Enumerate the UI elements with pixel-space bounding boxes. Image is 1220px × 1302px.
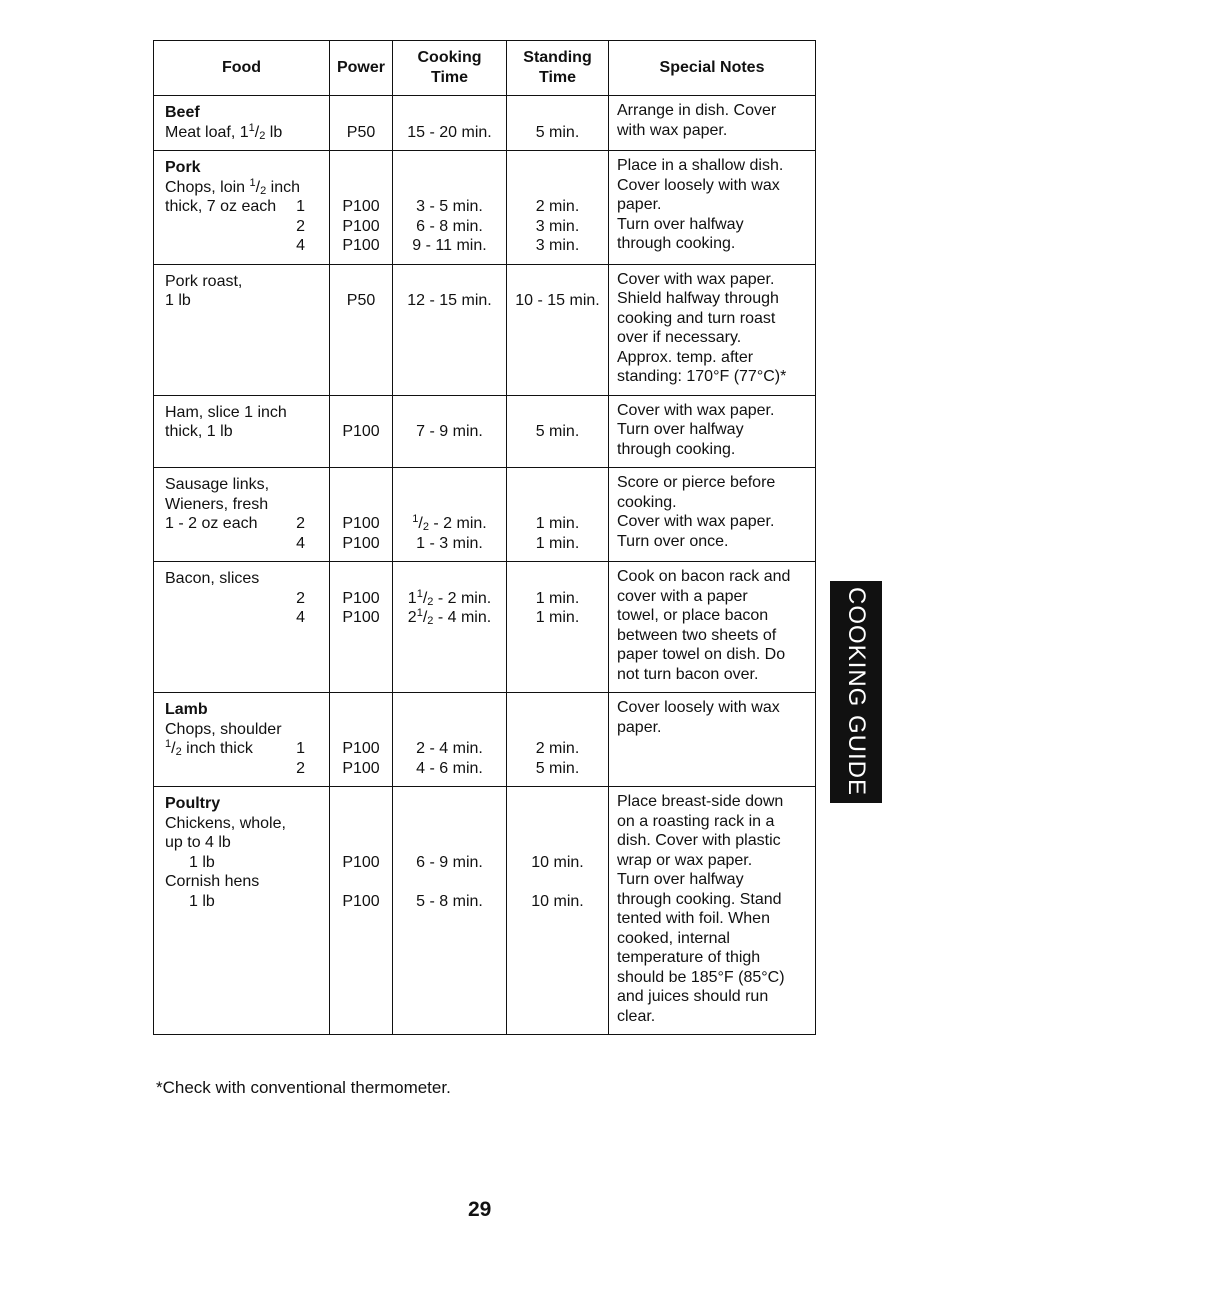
standing-time-cell-value [507,569,608,589]
standing-time-cell-value: 5 min. [535,423,580,440]
note-line: Shield halfway through [617,290,779,307]
food-label: 1 lb [165,292,191,309]
power-cell-value [330,569,392,589]
note-line: and juices should run [617,988,769,1005]
power-cell-value [330,158,392,178]
food-line [165,720,319,740]
special-notes-cell [609,468,816,562]
cooking-time-cell-value: 1 - 3 min. [416,534,483,552]
cooking-time-cell-value [393,872,506,892]
note-line: through cooking. [617,235,736,252]
cooking-time-cell-value [393,833,506,853]
power-cell-value [330,700,392,720]
food-line [165,700,319,720]
standing-time-cell-value: 1 min. [535,534,580,552]
note-line: paper. [617,718,662,736]
food-label: Chickens, whole, [165,814,286,832]
food-line [165,236,319,256]
cooking-time-cell [393,151,507,265]
food-line [165,892,319,912]
food-cell [154,562,330,693]
section-tab-label: COOKING GUIDE [843,587,870,797]
standing-time-cell-value: 1 min. [535,589,580,607]
food-line [165,794,319,814]
standing-time-cell-value [507,272,608,292]
food-label: up to 4 lb [165,834,231,851]
standing-time-cell-value: 1 min. [535,515,580,532]
special-notes-cell [609,151,816,265]
power-cell-value: P100 [342,198,380,215]
food-cell [154,468,330,562]
note-line: cooking. [617,493,677,511]
food-label: 1 lb [189,853,215,871]
standing-time-cell-value: 10 min. [531,853,584,871]
cooking-time-cell-value: 12 - 15 min. [407,292,492,309]
food-quantity: 2 [296,759,305,777]
cooking-time-cell-value: 9 - 11 min. [412,237,487,254]
cooking-time-cell-value [393,178,506,198]
food-label: Ham, slice 1 inch [165,403,287,421]
standing-time-cell-value [507,872,608,892]
food-label: Sausage links, [165,476,270,493]
note-line: temperature of thigh [617,949,761,966]
food-line [165,103,319,123]
cooking-time-cell-value: 6 - 9 min. [416,853,483,871]
standing-time-cell-value [507,794,608,814]
food-quantity: 2 [296,515,305,532]
cooking-time-cell-value [393,272,506,292]
standing-time-cell [507,468,609,562]
cooking-time-cell-value: 6 - 8 min. [416,217,483,235]
food-line [165,272,319,292]
power-cell [330,264,393,395]
cooking-time-cell-value [393,495,506,515]
note-line: on a roasting rack in a [617,812,775,830]
food-label: Meat loaf, $1^1/2$ lb [165,121,283,142]
food-line [165,291,319,311]
note-line: cover with a paper [617,587,748,605]
food-label: Beef [165,104,200,121]
food-line [165,495,319,515]
standing-time-cell-value: 3 min. [535,237,580,254]
cooking-time-cell-value: 4 - 6 min. [416,759,483,777]
note-line: Cover loosely with wax [617,176,780,194]
standing-time-cell-value [507,475,608,495]
food-label: Chops, shoulder [165,720,282,738]
cooking-time-cell-value: $1^1/2 - 2$ min. [407,587,492,608]
cooking-time-cell-value [393,475,506,495]
food-label: Lamb [165,701,208,718]
food-label: Chops, loin $^1$/2 inch [165,176,300,197]
cooking-guide-table [153,40,816,1035]
note-line: Turn over halfway [617,421,744,438]
cooking-time-cell-value [393,700,506,720]
food-line [165,123,319,143]
cooking-time-cell [393,96,507,151]
table-body [154,96,816,1035]
table-row-poultry [154,787,816,1035]
food-quantity: 4 [296,609,305,626]
power-cell-value: P100 [342,853,380,871]
standing-time-cell-value [507,103,608,123]
food-cell [154,395,330,468]
power-cell-value: P50 [346,292,376,309]
standing-time-cell-value [507,814,608,834]
power-cell-value [330,272,392,292]
cooking-time-cell-value: $2^1/2 - 4$ min. [407,607,492,627]
food-cell [154,96,330,151]
footnote: *Check with conventional thermometer. [156,1078,451,1097]
standing-time-cell-value: 5 min. [535,759,580,777]
note-line: Turn over halfway [617,215,744,233]
food-line [165,739,319,759]
food-line [165,197,319,217]
standing-time-cell-value [507,178,608,198]
note-line: dish. Cover with plastic [617,832,781,849]
standing-time-cell [507,693,609,787]
special-notes-cell [609,693,816,787]
note-line: with wax paper. [617,121,728,139]
power-cell-value: P100 [342,534,380,552]
note-line: through cooking. [617,440,736,458]
standing-time-cell-value: 10 - 15 min. [515,292,600,309]
standing-time-cell-value: 2 min. [535,740,580,757]
note-line: cooking and turn roast [617,309,776,327]
cooking-time-cell-value: $^1$/2 - 2 min. [412,513,487,533]
table-row-pork [154,151,816,265]
food-label: Poultry [165,795,221,812]
table-row-sausage [154,468,816,562]
food-label: thick, 7 oz each [165,198,277,215]
food-quantity: 1 [296,198,305,215]
header-power: Power [330,41,393,96]
note-line: Cover with wax paper. [617,513,775,530]
food-quantity: 4 [296,237,305,254]
standing-time-cell-value [507,720,608,740]
cooking-time-cell-value [393,569,506,589]
food-line [165,814,319,834]
power-cell-value: P100 [342,423,380,440]
food-cell [154,151,330,265]
power-cell-value [330,833,392,853]
power-cell-value: P100 [342,740,380,757]
food-label: $^1$/2 inch thick [165,738,253,758]
standing-time-cell-value: 10 min. [531,892,584,910]
cooking-time-cell [393,264,507,395]
power-cell [330,151,393,265]
power-cell-value [330,495,392,515]
page-number: 29 [468,1198,492,1221]
standing-time-cell [507,151,609,265]
cooking-time-cell [393,395,507,468]
note-line: Cover loosely with wax [617,699,780,716]
food-label: 1 - 2 oz each [165,515,258,532]
power-cell-value [330,794,392,814]
cooking-time-cell-value [393,720,506,740]
power-cell [330,787,393,1035]
note-line: Cover with wax paper. [617,401,775,419]
cooking-time-cell-value [393,794,506,814]
standing-time-cell-value: 3 min. [535,217,580,235]
food-line [165,475,319,495]
note-line: not turn bacon over. [617,665,759,683]
cooking-time-cell [393,787,507,1035]
power-cell-value: P100 [342,515,380,532]
cooking-time-cell-value: 15 - 20 min. [407,123,492,141]
cooking-time-cell [393,468,507,562]
power-cell [330,96,393,151]
special-notes-cell [609,395,816,468]
food-line [165,589,319,609]
food-line [165,569,319,589]
note-line: Turn over once. [617,532,729,550]
table-row-ham [154,395,816,468]
note-line: Cover with wax paper. [617,270,775,288]
special-notes-cell [609,787,816,1035]
table-row-beef [154,96,816,151]
power-cell-value [330,720,392,740]
standing-time-cell-value [507,495,608,515]
header-cooking-time: Cooking Time [393,41,507,96]
header-food: Food [154,41,330,96]
power-cell [330,693,393,787]
food-label: Pork [165,159,201,176]
food-cell [154,787,330,1035]
food-label: Cornish hens [165,873,260,890]
power-cell-value [330,814,392,834]
table-header-row [154,41,816,96]
note-line: between two sheets of [617,626,777,644]
standing-time-cell-value [507,158,608,178]
food-cell [154,693,330,787]
standing-time-cell-value: 1 min. [535,609,580,626]
food-line [165,403,319,423]
table-row-pork-roast [154,264,816,395]
cooking-time-cell-value: 2 - 4 min. [416,740,483,757]
section-tab [830,581,882,803]
cooking-time-cell-value: 5 - 8 min. [416,892,483,910]
power-cell-value [330,475,392,495]
power-cell-value [330,103,392,123]
note-line: Cook on bacon rack and [617,568,791,585]
power-cell-value: P100 [342,237,380,254]
header-special-notes: Special Notes [609,41,816,96]
food-line [165,853,319,873]
power-cell-value: P100 [342,892,380,910]
food-cell [154,264,330,395]
note-line: towel, or place bacon [617,607,769,624]
cooking-time-cell-value [393,158,506,178]
note-line: Arrange in dish. Cover [617,102,777,119]
special-notes-cell [609,96,816,151]
food-line [165,534,319,554]
standing-time-cell-value [507,403,608,423]
food-label: 1 lb [189,892,215,910]
standing-time-cell-value [507,833,608,853]
cooking-time-cell-value [393,103,506,123]
food-quantity: 2 [296,589,305,607]
food-line [165,422,319,442]
food-line [165,514,319,534]
note-line: standing: 170°F (77°C)* [617,368,787,385]
food-line [165,872,319,892]
food-line [165,833,319,853]
note-line: through cooking. Stand [617,890,782,908]
cooking-time-cell-value: 7 - 9 min. [416,423,483,440]
special-notes-cell [609,264,816,395]
power-cell-value: P100 [342,609,380,626]
note-line: tented with foil. When [617,910,770,927]
power-cell-value: P100 [342,759,380,777]
food-line [165,158,319,178]
cooking-time-cell [393,562,507,693]
standing-time-cell-value [507,700,608,720]
power-cell-value [330,178,392,198]
power-cell [330,395,393,468]
cooking-time-cell [393,693,507,787]
standing-time-cell [507,787,609,1035]
table-row-bacon [154,562,816,693]
special-notes-cell [609,562,816,693]
power-cell [330,562,393,693]
food-label: Bacon, slices [165,570,260,587]
note-line: Approx. temp. after [617,348,754,366]
food-quantity: 4 [296,534,305,552]
cooking-time-cell-value: 3 - 5 min. [416,198,483,215]
note-line: should be 185°F (85°C) [617,968,785,986]
power-cell-value [330,403,392,423]
note-line: Turn over halfway [617,871,744,888]
note-line: paper. [617,196,662,213]
note-line: Place in a shallow dish. [617,157,784,174]
note-line: paper towel on dish. Do [617,646,786,663]
note-line: Place breast-side down [617,793,784,810]
note-line: over if necessary. [617,329,742,346]
food-quantity: 1 [296,740,305,757]
power-cell-value: P100 [342,589,380,607]
power-cell-value: P50 [346,123,376,141]
cooking-time-cell-value [393,403,506,423]
standing-time-cell-value: 5 min. [535,123,580,141]
note-line: clear. [617,1007,656,1025]
food-line [165,608,319,628]
table-row-lamb [154,693,816,787]
standing-time-cell [507,562,609,693]
food-quantity: 2 [296,217,305,235]
standing-time-cell [507,264,609,395]
note-line: cooked, internal [617,929,730,947]
food-label: thick, 1 lb [165,423,233,440]
food-line [165,759,319,779]
food-label: Pork roast, [165,272,243,290]
power-cell-value: P100 [342,217,380,235]
power-cell [330,468,393,562]
standing-time-cell-value: 2 min. [535,198,580,215]
standing-time-cell [507,96,609,151]
note-line: wrap or wax paper. [617,851,753,869]
standing-time-cell [507,395,609,468]
power-cell-value [330,872,392,892]
food-line [165,178,319,198]
header-standing-time: Standing Time [507,41,609,96]
food-label: Wieners, fresh [165,495,269,513]
note-line: Score or pierce before [617,474,776,491]
food-line [165,217,319,237]
cooking-time-cell-value [393,814,506,834]
